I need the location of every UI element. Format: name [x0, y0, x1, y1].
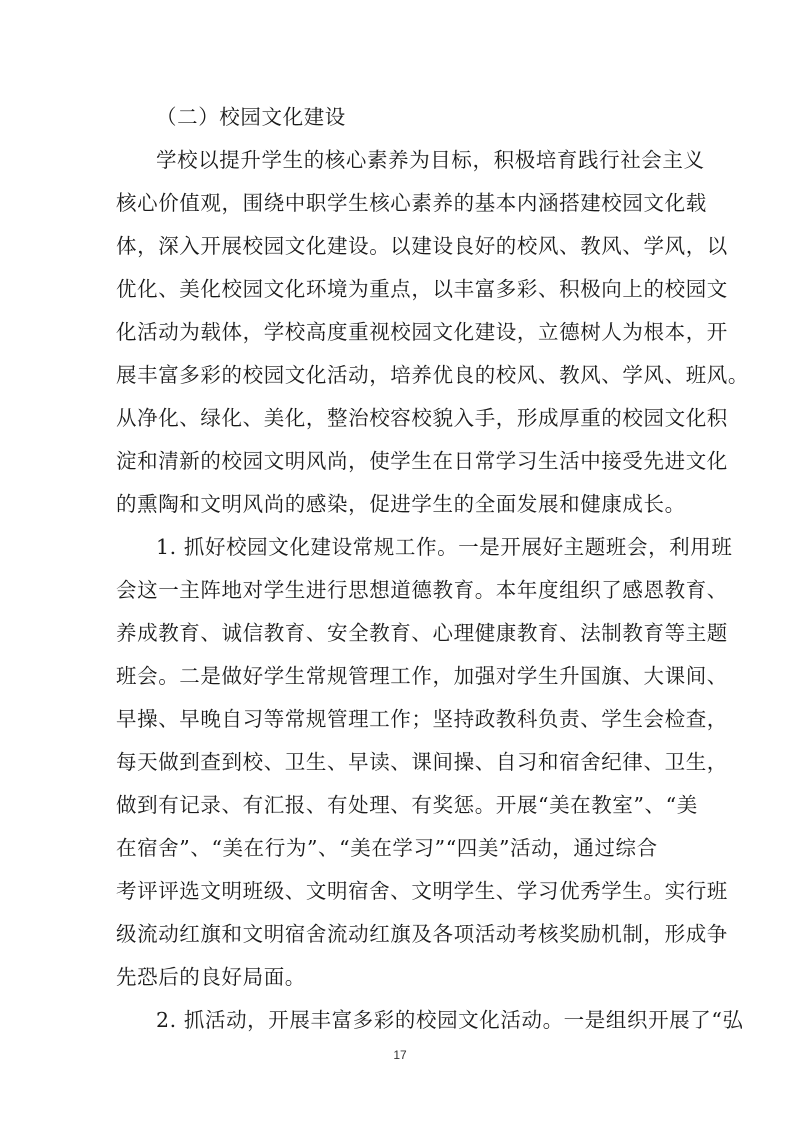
paragraph-1-line-1: 学校以提升学生的核心素养为目标，积极培育践行社会主义	[156, 148, 705, 172]
paragraph-3-line-1: 2. 抓活动，开展丰富多彩的校园文化活动。一是组织开展了“弘	[156, 1008, 744, 1032]
section-heading: （二）校园文化建设	[156, 105, 346, 129]
paragraph-2-line-10: 级流动红旗和文明宿舍流动红旗及各项活动考核奖励机制，形成争	[116, 922, 728, 946]
paragraph-2-line-9: 考评评选文明班级、文明宿舍、文明学生、学习优秀学生。实行班	[116, 879, 728, 903]
paragraph-2-line-1: 1. 抓好校园文化建设常规工作。一是开展好主题班会，利用班	[156, 535, 733, 559]
paragraph-2-line-7: 做到有记录、有汇报、有处理、有奖惩。开展“美在教室”、“美	[116, 793, 698, 817]
paragraph-1-line-6: 展丰富多彩的校园文化活动，培养优良的校风、教风、学风、班风。	[116, 363, 749, 387]
paragraph-2-line-11: 先恐后的良好局面。	[116, 965, 306, 989]
paragraph-2-line-3: 养成教育、诚信教育、安全教育、心理健康教育、法制教育等主题	[116, 621, 728, 645]
page-number: 17	[393, 1048, 407, 1062]
paragraph-1-line-2: 核心价值观，围绕中职学生核心素养的基本内涵搭建校园文化载	[116, 191, 707, 215]
paragraph-1-line-9: 的熏陶和文明风尚的感染，促进学生的全面发展和健康成长。	[116, 492, 686, 516]
paragraph-1-line-3: 体，深入开展校园文化建设。以建设良好的校风、教风、学风，以	[116, 234, 728, 258]
paragraph-1-line-7: 从净化、绿化、美化，整治校容校貌入手，形成厚重的校园文化积	[116, 406, 728, 430]
paragraph-2-line-6: 每天做到查到校、卫生、早读、课间操、自习和宿舍纪律、卫生，	[116, 750, 728, 774]
paragraph-2-line-8: 在宿舍”、“美在行为”、“美在学习”“四美”活动，通过综合	[116, 836, 658, 860]
paragraph-2-line-4: 班会。二是做好学生常规管理工作，加强对学生升国旗、大课间、	[116, 664, 728, 688]
paragraph-1-line-5: 化活动为载体，学校高度重视校园文化建设，立德树人为根本，开	[116, 320, 728, 344]
paragraph-2-line-2: 会这一主阵地对学生进行思想道德教育。本年度组织了感恩教育、	[116, 578, 728, 602]
paragraph-1-line-4: 优化、美化校园文化环境为重点，以丰富多彩、积极向上的校园文	[116, 277, 728, 301]
paragraph-2-line-5: 早操、早晚自习等常规管理工作；坚持政教科负责、学生会检查，	[116, 707, 728, 731]
paragraph-1-line-8: 淀和清新的校园文明风尚，使学生在日常学习生活中接受先进文化	[116, 449, 728, 473]
